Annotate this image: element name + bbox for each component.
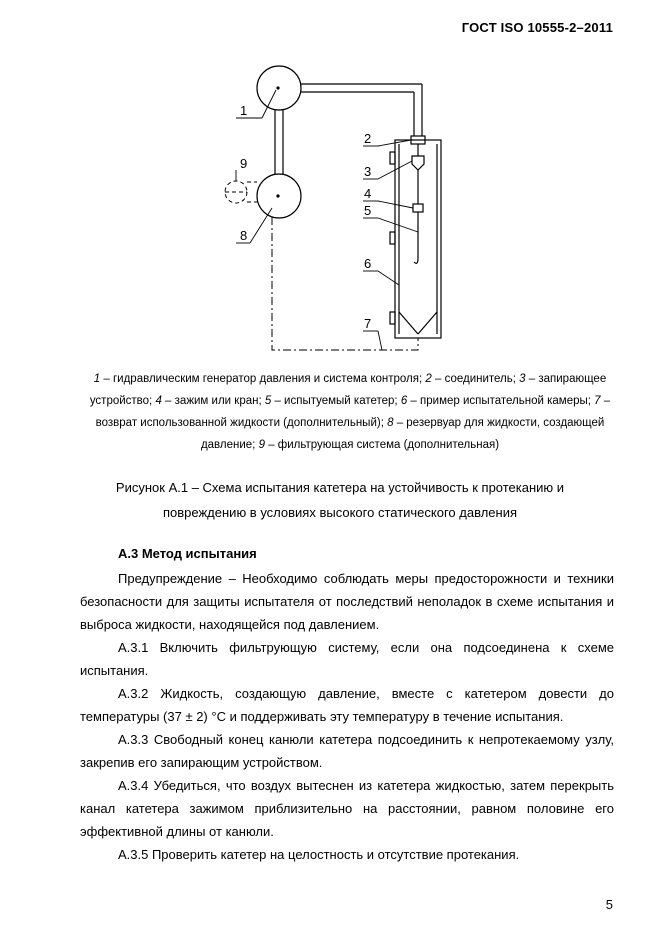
legend-text: – зажим или кран; xyxy=(161,395,265,407)
legend-number: 7 xyxy=(594,395,601,407)
figure-label: 7 xyxy=(364,316,372,331)
paragraph-a33: А.3.3 Свободный конец канюли катетера подсоединить к непротекаемому узлу, закрепив его запирающим устройством. xyxy=(80,732,614,770)
paragraph-a31: А.3.1 Включить фильтрующую систему, если она подсоединена к схеме испытания. xyxy=(80,640,614,678)
figure-label: 4 xyxy=(364,186,372,201)
test-scheme-figure xyxy=(0,0,661,360)
legend-number: 2 xyxy=(425,373,432,385)
legend-number: 4 xyxy=(155,395,162,407)
legend-text: – гидравлическим генератор давления и система контроля; xyxy=(100,373,426,385)
locking-device xyxy=(412,156,424,170)
document-header: ГОСТ ISO 10555-2–2011 xyxy=(461,20,613,35)
legend-text: – испытуемый катетер; xyxy=(271,395,401,407)
clamp xyxy=(413,204,423,212)
legend-text: – возврат использованной жидкости (дополнительный); xyxy=(95,395,611,429)
figure-labels xyxy=(240,103,371,331)
legend-number: 9 xyxy=(258,439,265,451)
legend-number: 1 xyxy=(93,373,101,385)
page-number: 5 xyxy=(605,897,613,912)
caption-line: повреждению в условиях высокого статического давления xyxy=(163,505,517,520)
section-title: А.3 Метод испытания xyxy=(118,546,257,561)
caption-line: Рисунок А.1 – Схема испытания катетера на устойчивость к протеканию и xyxy=(115,480,565,495)
figure-label: 3 xyxy=(364,164,372,179)
figure-label: 1 xyxy=(240,103,248,118)
paragraph-a32: А.3.2 Жидкость, создающую давление, вместе с катетером довести до температуры (37 ± 2) °С и поддерживать эту температуру в течение испытания. xyxy=(80,686,614,724)
paragraph-a34: А.3.4 Убедиться, что воздух вытеснен из катетера жидкостью, затем перекрыть канал катетера зажимом приблизительно на расстоянии, равном половине его эффективной длины от канюли. xyxy=(80,778,614,839)
figure-label: 5 xyxy=(364,203,372,218)
figure-label: 9 xyxy=(240,156,248,171)
paragraph-a35: А.3.5 Проверить катетер на целостность и отсутствие протекания. xyxy=(118,847,520,862)
figure-caption xyxy=(60,475,620,525)
legend-text: – соединитель; xyxy=(431,373,520,385)
figure-label: 8 xyxy=(240,228,248,243)
figure-label: 6 xyxy=(364,256,372,271)
legend-number: 3 xyxy=(519,373,526,385)
figure-legend xyxy=(70,368,630,456)
catheter xyxy=(414,212,418,263)
legend-number: 5 xyxy=(264,395,272,407)
legend-text: – запирающее устройство; xyxy=(89,373,607,407)
paragraph-warning: Предупреждение – Необходимо соблюдать меры предосторожности и техники безопасности для защиты испытателя от последствий неполадок в схеме испытания и выброса жидкости, находящейся под давлением. xyxy=(80,571,614,632)
legend-number: 6 xyxy=(400,395,408,407)
figure-label: 2 xyxy=(364,131,372,146)
section-body xyxy=(80,567,614,866)
legend-text: – пример испытательной камеры; xyxy=(407,395,595,407)
legend-text: – резервуар для жидкости, создающей давление; xyxy=(200,417,605,451)
legend-text: – фильтрующая система (дополнительная) xyxy=(264,439,500,451)
legend-number: 8 xyxy=(387,417,394,429)
